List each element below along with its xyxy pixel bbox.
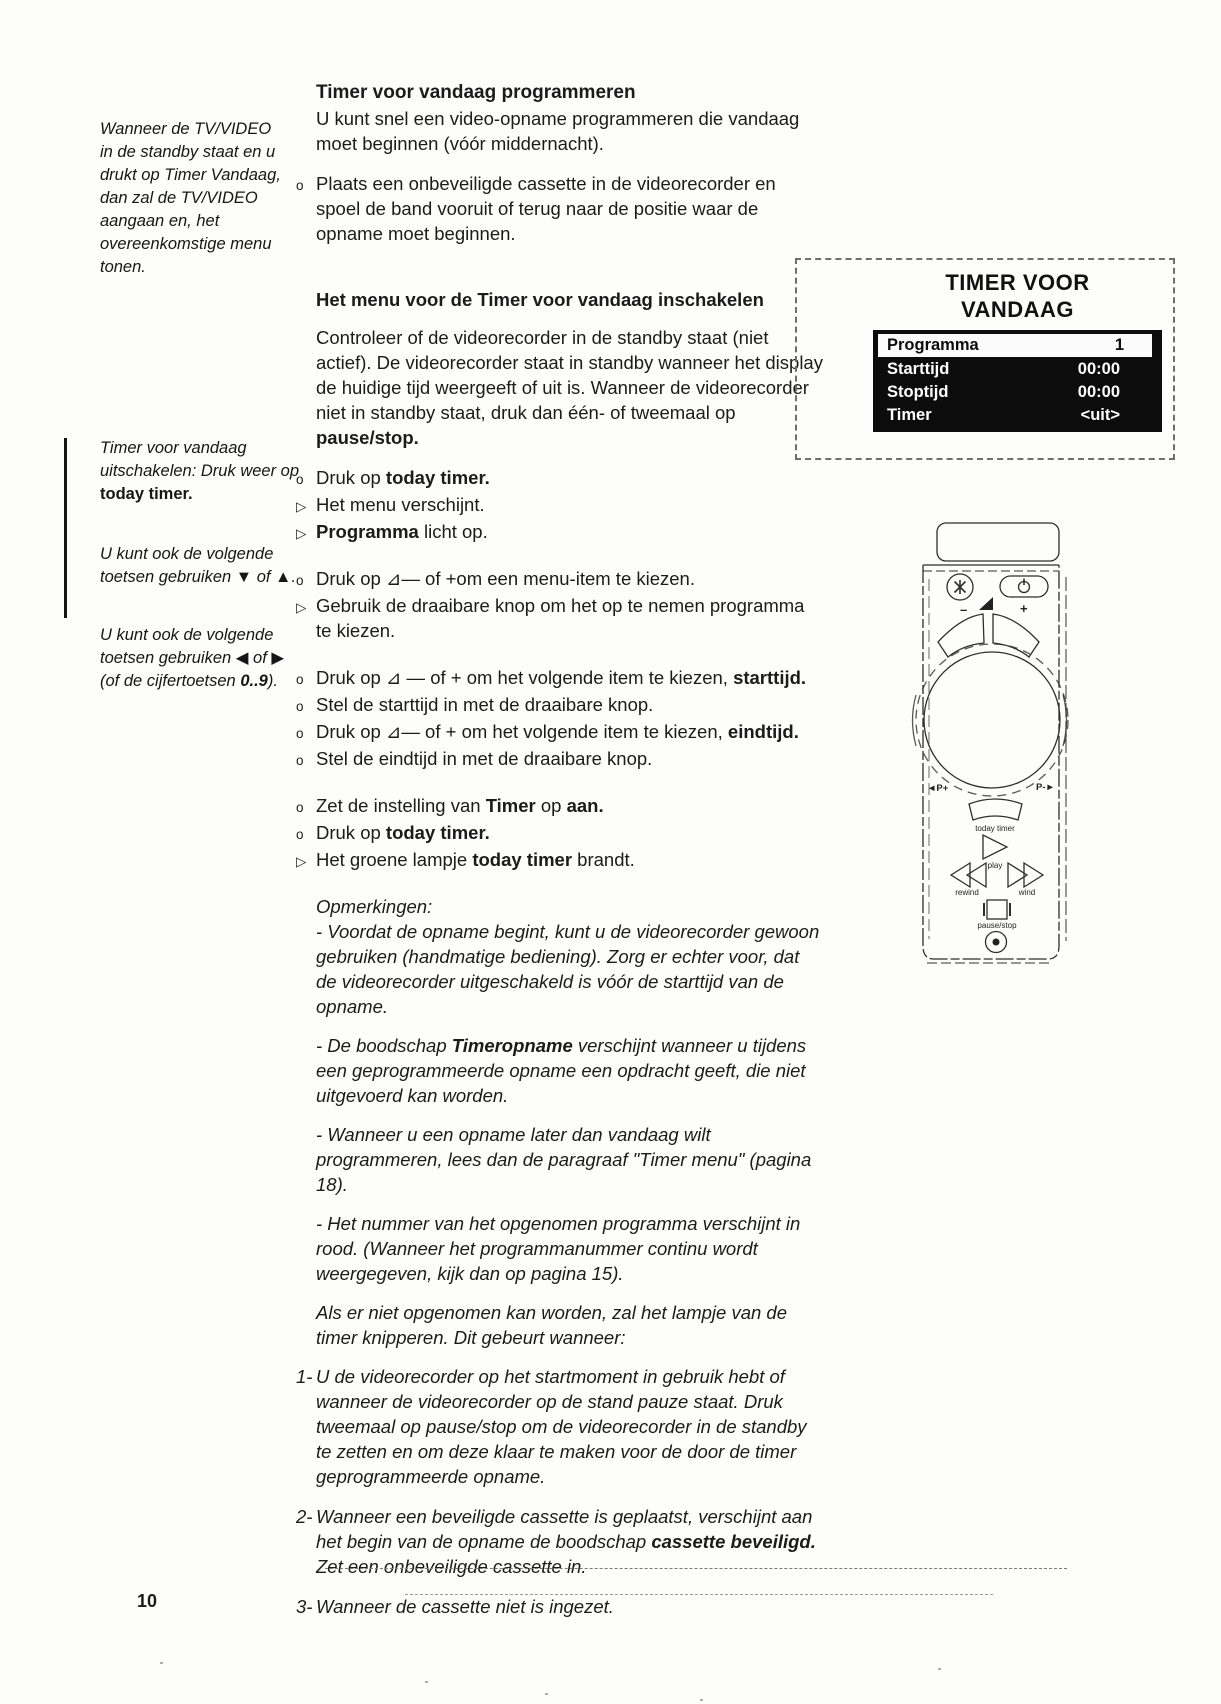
triangle-bullet-icon: ▷: [296, 854, 307, 869]
scan-artifact: [700, 1699, 703, 1701]
mute-icon: [947, 574, 973, 600]
triangle-bullet-icon: ▷: [296, 600, 307, 615]
side-note: Wanneer de TV/VIDEO in de standby staat en u drukt op Timer Vandaag, dan zal de TV/VIDEO aangaan en, het overeenkomstige menu tonen.: [100, 120, 281, 276]
circle-bullet-icon: o: [296, 827, 304, 842]
record-button: [986, 932, 1007, 953]
pause-stop-label: pause/stop: [977, 921, 1017, 930]
remark-paragraph: - Wanneer u een opname later dan vandaag wilt programmeren, lees dan de paragraaf "Timer menu" (pagina 18).: [316, 1124, 812, 1195]
margin-rule: [64, 438, 67, 618]
main-column: [296, 80, 824, 1634]
rotary-dial: [913, 644, 1069, 796]
circle-bullet-icon: o: [296, 573, 304, 588]
circle-bullet-icon: o: [296, 726, 304, 741]
section-subheading: Het menu voor de Timer voor vandaag inschakelen: [316, 289, 764, 310]
volume-minus-label: –: [960, 602, 968, 617]
step-group: [296, 465, 824, 546]
tv-menu-title: TIMER VOOR VANDAAG: [945, 270, 1090, 322]
page-title: Timer voor vandaag programmeren: [316, 82, 636, 103]
step-item: o Zet de instelling van Timer op aan.: [296, 793, 824, 820]
today-timer-label: today timer: [975, 824, 1015, 833]
side-note: Timer voor vandaag uitschakelen: Druk weer op today timer.: [100, 439, 300, 503]
step-item: ▷ Het groene lampje today timer brandt.: [296, 847, 824, 874]
tv-menu-screen: [873, 330, 1162, 432]
scan-artifact: [425, 1681, 428, 1683]
circle-bullet-icon: o: [296, 178, 304, 193]
step-item: o Druk op ⊿ — of + om het volgende item te kiezen, starttijd.: [296, 665, 824, 692]
step-item: o Druk op ⊿— of +om een menu-item te kiezen.: [296, 566, 824, 593]
tv-menu-row-selected: Programma 1: [878, 334, 1152, 357]
power-icon: [1000, 576, 1048, 597]
step-item: ▷ Het menu verschijnt.: [296, 492, 824, 519]
tv-menu-row: Timer <uit>: [887, 406, 1120, 424]
today-timer-button: [969, 799, 1022, 833]
volume-triangle-icon: [979, 597, 993, 610]
step-item: ▷ Gebruik de draaibare knop om het op te nemen programma te kiezen.: [296, 595, 805, 641]
circle-bullet-icon: o: [296, 800, 304, 815]
numbered-item: 3- Wanneer de cassette niet is ingezet.: [296, 1596, 614, 1617]
scan-rule: [405, 1594, 993, 1595]
page-number: 10: [137, 1591, 158, 1611]
scan-rule: [325, 1568, 1067, 1569]
remote-control-illustration: [903, 513, 1075, 971]
step-item: o Stel de starttijd in met de draaibare knop.: [296, 692, 824, 719]
remark-paragraph: Als er niet opgenomen kan worden, zal het lampje van de timer knipperen. Dit gebeurt wanneer:: [316, 1302, 788, 1348]
side-note: U kunt ook de volgende toetsen gebruiken ◀ of ▶ (of de cijfertoetsen 0..9).: [100, 626, 285, 690]
numbered-item: 1- U de videorecorder op het startmoment in gebruik hebt of wanneer de videorecorder op de stand pauze staat. Druk tweemaal op pause/stop om de videorecorder in de standby te zetten en om deze klaar te maken voor de door de timer geprogrammeerde opname.: [296, 1366, 807, 1487]
remark-paragraph: - Voordat de opname begint, kunt u de videorecorder gewoon gebruiken (handmatige bediening). Zorg er echter voor, dat de videorecorder uitgeschakeld is vóór de starttijd van de opname.: [316, 921, 820, 1017]
rewind-button: [951, 863, 986, 897]
scan-artifact: [160, 1662, 163, 1664]
step-group: [296, 793, 824, 874]
wind-label: wind: [1018, 888, 1036, 897]
volume-rocker: [938, 597, 1039, 657]
step-item: o Druk op today timer.: [296, 820, 824, 847]
wind-button: [1008, 863, 1043, 897]
step-group: [296, 665, 824, 773]
remark-paragraph: - Het nummer van het opgenomen programma verschijnt in rood. (Wanneer het programmanummer continu wordt weergegeven, kijk dan op pagina 15).: [316, 1213, 801, 1284]
scan-artifact: [938, 1668, 941, 1670]
rewind-label: rewind: [955, 888, 979, 897]
circle-bullet-icon: o: [296, 472, 304, 487]
remote-head: [937, 523, 1059, 561]
circle-bullet-icon: o: [296, 672, 304, 687]
program-down-label: P-►: [1036, 782, 1055, 793]
tv-menu-figure: [795, 258, 1175, 460]
triangle-bullet-icon: ▷: [296, 499, 307, 514]
remark-paragraph: - De boodschap Timeropname verschijnt wanneer u tijdens een geprogrammeerde opname een opdracht geeft, die niet uitgevoerd kan worden.: [316, 1035, 807, 1106]
side-note: U kunt ook de volgende toetsen gebruiken ▼ of ▲.: [100, 545, 296, 586]
tv-menu-row: Starttijd 00:00: [887, 360, 1120, 378]
play-label: play: [987, 861, 1003, 870]
circle-bullet-icon: o: [296, 699, 304, 714]
step-item: o Stel de eindtijd in met de draaibare knop.: [296, 746, 824, 773]
volume-plus-label: +: [1020, 601, 1028, 616]
step-item: o Druk op today timer.: [296, 465, 824, 492]
intro-paragraph: U kunt snel een video-opname programmeren die vandaag moet beginnen (vóór middernacht).: [316, 108, 800, 154]
remarks-section: [296, 894, 824, 1350]
triangle-bullet-icon: ▷: [296, 526, 307, 541]
tv-menu-row: Stoptijd 00:00: [887, 383, 1120, 401]
step-item: o Plaats een onbeveiligde cassette in de videorecorder en spoel de band vooruit of terug naar de positie waar de opname moet beginnen.: [296, 173, 776, 244]
circle-bullet-icon: o: [296, 753, 304, 768]
step-group: [296, 566, 824, 643]
paragraph: Controleer of de videorecorder in de standby staat (niet actief). De videorecorder staat in standby wanneer het display de huidige tijd weergeeft of uit is. Wanneer de videorecorder niet in standby staat, druk dan één- of tweemaal op pause/stop.: [316, 327, 823, 448]
numbered-item: 2- Wanneer een beveiligde cassette is geplaatst, verschijnt aan het begin van de opname de boodschap cassette beveiligd. Zet een onbeveiligde cassette in.: [296, 1506, 816, 1577]
step-item: o Druk op ⊿— of + om het volgende item te kiezen, eindtijd.: [296, 719, 824, 746]
program-up-label: ◄P+: [927, 783, 949, 794]
remarks-label: Opmerkingen:: [316, 896, 433, 917]
scan-artifact: [545, 1693, 548, 1695]
step-item: ▷ Programma licht op.: [296, 519, 824, 546]
pause-stop-button: [977, 900, 1017, 930]
